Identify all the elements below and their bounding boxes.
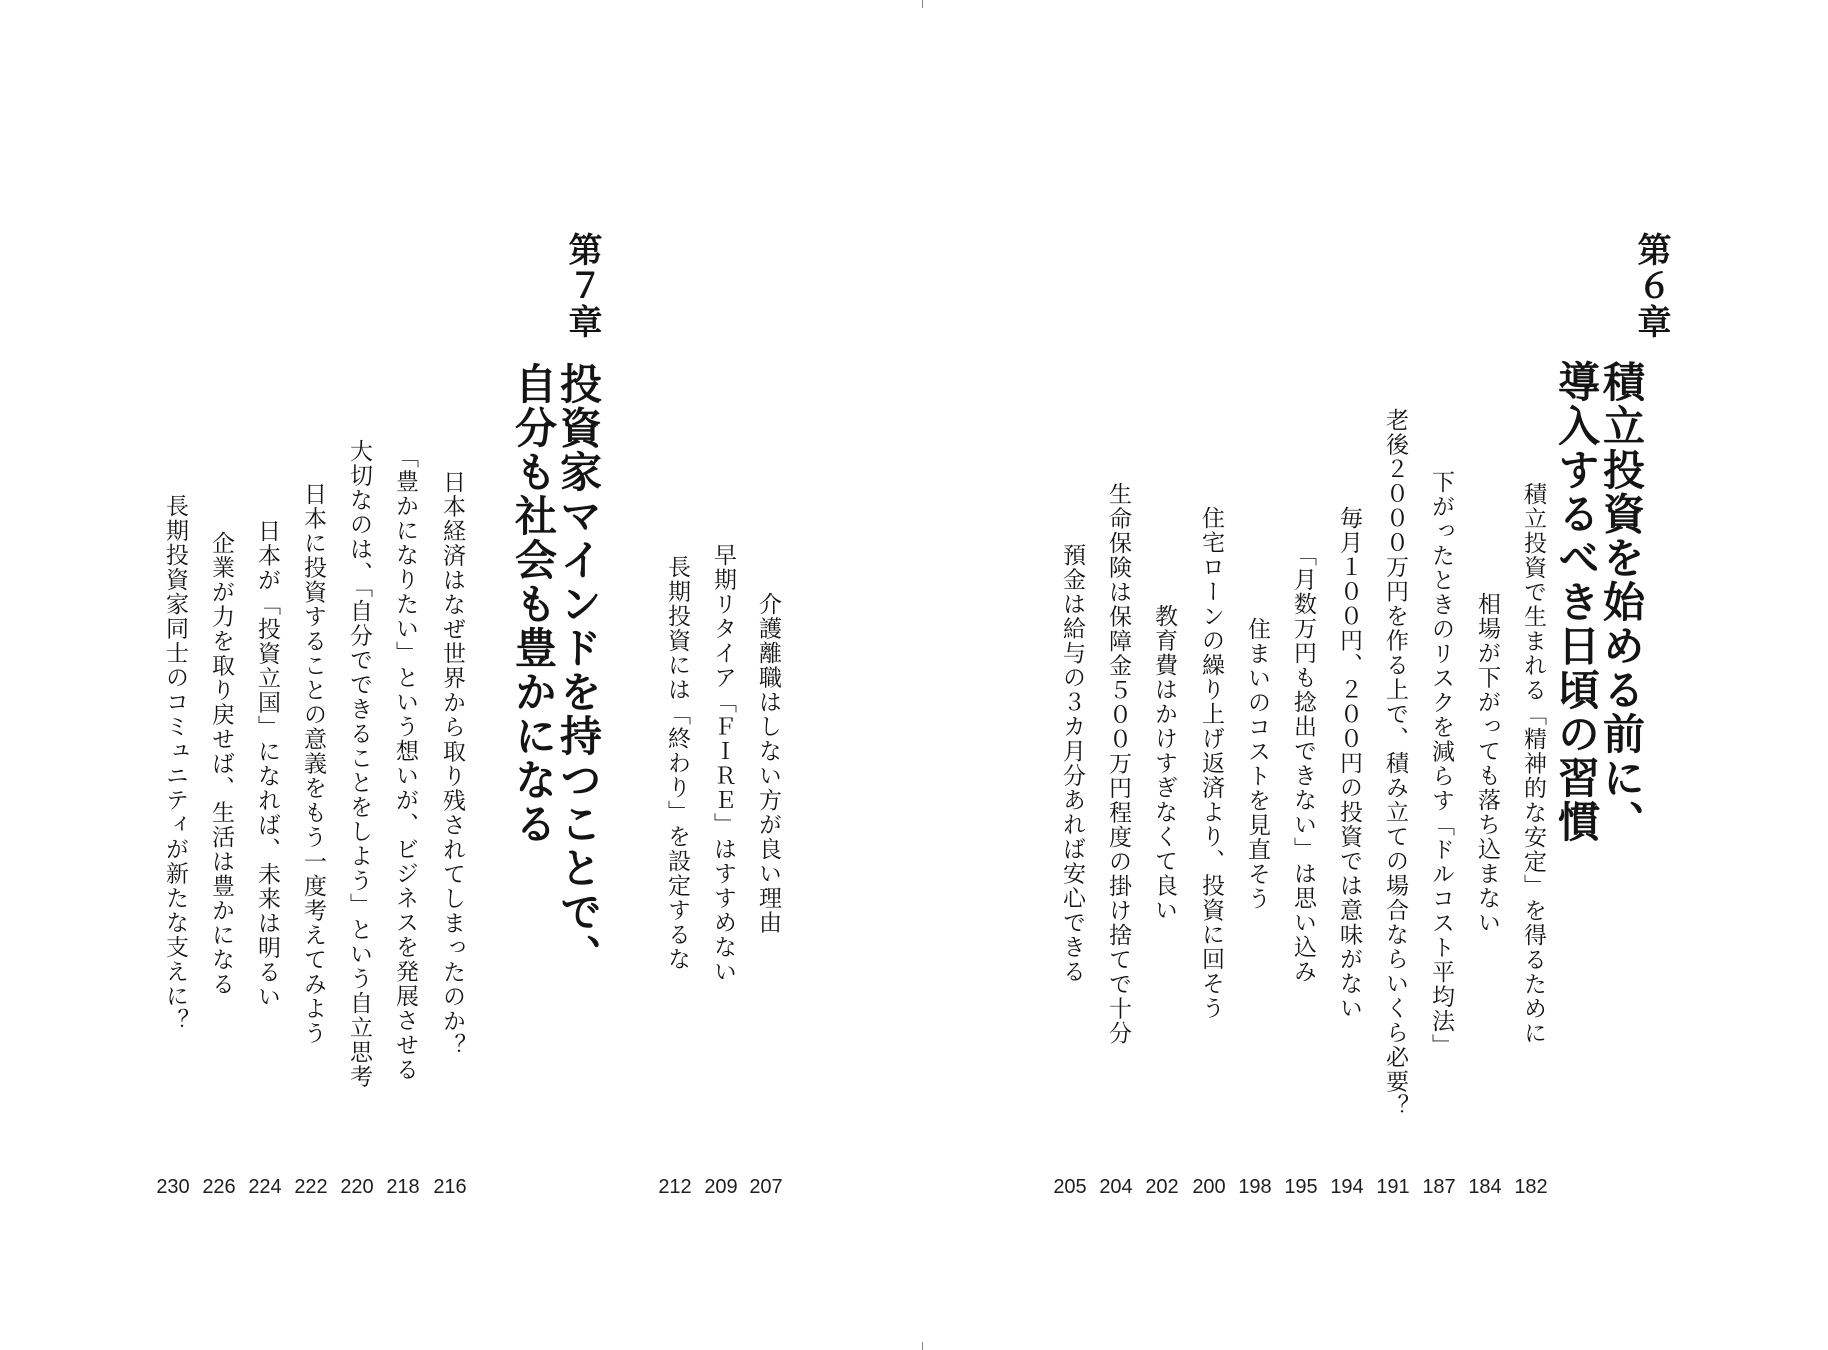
toc-entry[interactable] bbox=[662, 362, 688, 1165]
chapter-6-title-line-2: 導入するべき日頃の習慣 bbox=[1552, 360, 1601, 844]
toc-entry[interactable] bbox=[1472, 362, 1498, 1165]
toc-entry-page[interactable]: 226 bbox=[202, 1176, 236, 1198]
toc-entry[interactable] bbox=[1426, 362, 1452, 1165]
toc-entry-page[interactable]: 224 bbox=[248, 1176, 282, 1198]
toc-entry[interactable] bbox=[437, 362, 463, 1165]
toc-entry-page[interactable]: 198 bbox=[1238, 1176, 1272, 1198]
chapter-7-title-line-2: 自分も社会も豊かになる bbox=[509, 362, 558, 846]
toc-entry-title: 日本に投資することの意義をもう一度考えてみよう bbox=[300, 481, 326, 1046]
toc-entry[interactable] bbox=[160, 362, 186, 1165]
toc-entry-page[interactable]: 207 bbox=[749, 1176, 783, 1198]
toc-entry-page[interactable]: 212 bbox=[658, 1176, 692, 1198]
toc-entry-page[interactable]: 187 bbox=[1422, 1176, 1456, 1198]
toc-entry-title: 生命保険は保障金５００万円程度の掛け捨てで十分 bbox=[1105, 481, 1131, 1046]
toc-entry-title: 企業が力を取り戻せば、生活は豊かになる bbox=[208, 530, 234, 997]
toc-entry-title: 日本が「投資立国」になれば、未来は明るい bbox=[254, 518, 280, 1009]
toc-entry-page[interactable]: 195 bbox=[1284, 1176, 1318, 1198]
toc-entry-page[interactable]: 184 bbox=[1468, 1176, 1502, 1198]
toc-entry-title: 大切なのは、「自分でできることをしよう」という自立思考 bbox=[346, 438, 372, 1089]
toc-entry-page[interactable]: 200 bbox=[1192, 1176, 1226, 1198]
toc-entry[interactable] bbox=[1334, 362, 1360, 1165]
top-crop-mark bbox=[922, 0, 923, 8]
toc-entry-page[interactable]: 202 bbox=[1145, 1176, 1179, 1198]
toc-entry-page[interactable]: 204 bbox=[1099, 1176, 1133, 1198]
toc-entry-title: 介護離職はしない方が良い理由 bbox=[755, 592, 781, 935]
toc-entry-title: 預金は給与の３カ月分あれば安心できる bbox=[1059, 543, 1085, 984]
toc-entry-page[interactable]: 194 bbox=[1330, 1176, 1364, 1198]
toc-entry-page[interactable]: 220 bbox=[340, 1176, 374, 1198]
toc-entry-page[interactable]: 209 bbox=[704, 1176, 738, 1198]
toc-entry-title: 「月数万円も捻出できない」は思い込み bbox=[1290, 543, 1316, 984]
toc-entry-title: 長期投資には「終わり」を設定するな bbox=[664, 555, 690, 972]
toc-entry-title: 「豊かになりたい」という想いが、ビジネスを発展させる bbox=[392, 445, 418, 1082]
toc-entry-page[interactable]: 230 bbox=[156, 1176, 190, 1198]
toc-entry-page[interactable]: 218 bbox=[386, 1176, 420, 1198]
toc-entry[interactable] bbox=[1103, 362, 1129, 1165]
chapter-6-label: 第６章 bbox=[1631, 232, 1671, 340]
chapter-6-title-line-1: 積立投資を始める前に、 bbox=[1597, 360, 1646, 844]
toc-entry[interactable] bbox=[1288, 362, 1314, 1165]
toc-entry[interactable] bbox=[1057, 362, 1083, 1165]
toc-entry-page[interactable]: 216 bbox=[433, 1176, 467, 1198]
toc-entry-title: 老後２０００万円を作る上で、積み立ての場合ならいくら必要？ bbox=[1382, 408, 1408, 1119]
chapter-7-title-line-1: 投資家マインドを持つことで、 bbox=[554, 362, 603, 978]
toc-entry-title: 相場が下がっても落ち込まない bbox=[1474, 592, 1500, 935]
toc-entry[interactable] bbox=[1149, 362, 1175, 1165]
toc-entry-title: 早期リタイア「ＦＩＲＥ」はすすめない bbox=[710, 543, 736, 984]
toc-entry-title: 住まいのコストを見直そう bbox=[1244, 616, 1270, 911]
toc-entry[interactable] bbox=[708, 362, 734, 1165]
toc-entry-title: 長期投資家同士のコミュニティが新たな支えに？ bbox=[162, 494, 188, 1033]
toc-entry-title: 住宅ローンの繰り上げ返済より、投資に回そう bbox=[1198, 506, 1224, 1021]
toc-entry-title: 積立投資で生まれる「精神的な安定」を得るために bbox=[1520, 481, 1546, 1046]
toc-entry[interactable] bbox=[252, 362, 278, 1165]
toc-entry-page[interactable]: 191 bbox=[1376, 1176, 1410, 1198]
toc-entry-title: 下がったときのリスクを減らす「ドルコスト平均法」 bbox=[1428, 469, 1454, 1058]
chapter-7-label: 第７章 bbox=[562, 232, 602, 340]
toc-entry-page[interactable]: 222 bbox=[294, 1176, 328, 1198]
toc-entry-title: 教育費はかけすぎなくて良い bbox=[1151, 604, 1177, 923]
toc-entry-page[interactable]: 205 bbox=[1053, 1176, 1087, 1198]
toc-entry[interactable] bbox=[1380, 362, 1406, 1165]
toc-entry[interactable] bbox=[1242, 362, 1268, 1165]
bottom-crop-mark bbox=[922, 1342, 923, 1350]
toc-entry-title: 毎月１００円、２００円の投資では意味がない bbox=[1336, 506, 1362, 1021]
toc-entry[interactable] bbox=[1518, 362, 1544, 1165]
toc-entry[interactable] bbox=[344, 362, 370, 1165]
toc-entry[interactable] bbox=[753, 362, 779, 1165]
toc-entry-title: 日本経済はなぜ世界から取り残されてしまったのか？ bbox=[439, 469, 465, 1058]
toc-entry[interactable] bbox=[206, 362, 232, 1165]
toc-entry-page[interactable]: 182 bbox=[1514, 1176, 1548, 1198]
toc-entry[interactable] bbox=[298, 362, 324, 1165]
toc-entry[interactable] bbox=[390, 362, 416, 1165]
toc-entry[interactable] bbox=[1196, 362, 1222, 1165]
